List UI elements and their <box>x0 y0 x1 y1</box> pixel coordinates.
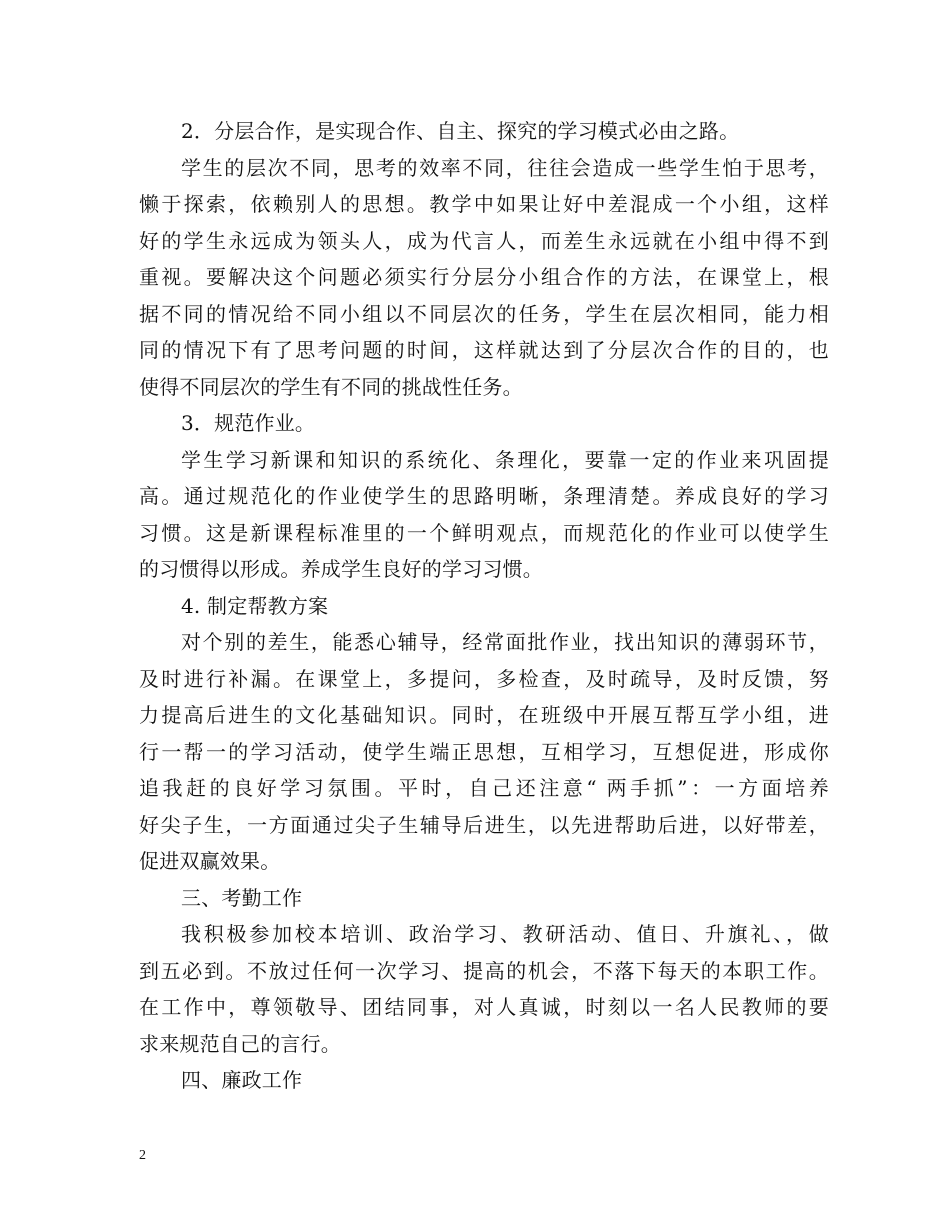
text-line: 据不同的情况给不同小组以不同层次的任务，学生在层次相同，能力相 <box>139 301 829 326</box>
text-line: 高。通过规范化的作业使学生的思路明晰，条理清楚。养成良好的学习 <box>139 484 829 508</box>
text-line: 求来规范自己的言行。 <box>139 1031 341 1056</box>
text-line: 好尖子生，一方面通过尖子生辅导后进生，以先进帮助后进，以好带差， <box>139 812 829 837</box>
text-line: 好的学生永远成为领头人，成为代言人，而差生永远就在小组中得不到 <box>139 228 829 253</box>
text-line: 三、考勤工作 <box>181 885 303 910</box>
text-line: 懒于探索，依赖别人的思想。教学中如果让好中差混成一个小组，这样 <box>139 192 829 216</box>
text-line: 及时进行补漏。在课堂上，多提问，多检查，及时疏导，及时反馈，努 <box>139 666 829 691</box>
text-line: 学生的层次不同，思考的效率不同，往往会造成一些学生怕于思考， <box>181 155 829 180</box>
text-line: 追我赶的良好学习氛围。平时，自己还注意“ 两手抓”：一方面培养 <box>139 776 829 800</box>
text-line: 的习惯得以形成。养成学生良好的学习习惯。 <box>139 557 543 581</box>
page-number: 2 <box>139 1148 146 1163</box>
text-line: 重视。要解决这个问题必须实行分层分小组合作的方法，在课堂上，根 <box>139 265 829 289</box>
text-line: 力提高后进生的文化基础知识。同时，在班级中开展互帮互学小组，进 <box>139 703 829 727</box>
text-line: 行一帮一的学习活动，使学生端正思想，互相学习，互想促进，形成你 <box>139 739 829 764</box>
text-line: 同的情况下有了思考问题的时间，这样就达到了分层次合作的目的，也 <box>139 338 829 362</box>
text-line: 在工作中，尊领敬导、团结同事，对人真诚，时刻以一名人民教师的要 <box>139 995 829 1019</box>
text-line: 2．分层合作，是实现合作、自主、探究的学习模式必由之路。 <box>181 119 740 143</box>
text-line: 促进双赢效果。 <box>139 849 281 873</box>
text-line: 使得不同层次的学生有不同的挑战性任务。 <box>139 374 523 399</box>
text-line: 4. 制定帮教方案 <box>181 593 329 618</box>
text-line: 对个别的差生，能悉心辅导，经常面批作业，找出知识的薄弱环节， <box>181 630 829 654</box>
document-body <box>139 113 829 1099</box>
text-line: 学生学习新课和知识的系统化、条理化，要靠一定的作业来巩固提 <box>181 447 829 472</box>
text-line: 四、廉政工作 <box>181 1068 303 1092</box>
text-line: 3．规范作业。 <box>181 411 316 435</box>
text-line: 到五必到。不放过任何一次学习、提高的机会，不落下每天的本职工作。 <box>139 958 829 983</box>
text-line: 习惯。这是新课程标准里的一个鲜明观点，而规范化的作业可以使学生 <box>139 520 829 545</box>
text-line: 我积极参加校本培训、政治学习、教研活动、值日、升旗礼、，做 <box>181 922 829 946</box>
